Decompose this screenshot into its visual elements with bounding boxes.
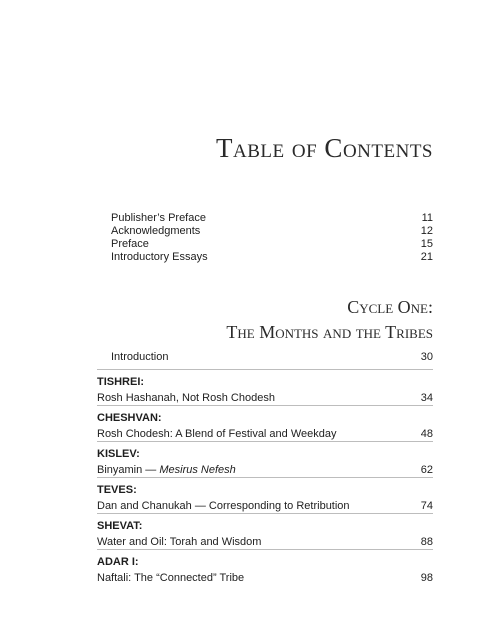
month-name: SHEVAT: — [97, 520, 143, 532]
toc-entry[interactable] — [111, 238, 433, 251]
toc-entry-title-italic: Mesirus Nefesh — [159, 464, 236, 476]
toc-entry[interactable] — [97, 464, 433, 477]
toc-entry[interactable] — [97, 428, 433, 441]
toc-entry-title-wrap — [97, 428, 337, 441]
month-name: ADAR I: — [97, 556, 139, 568]
month-section-tishrei — [97, 369, 433, 405]
toc-entry-title: Introduction — [111, 351, 169, 363]
toc-entry-title: Binyamin — — [97, 464, 160, 476]
toc-entry-title-wrap — [97, 392, 275, 405]
cycle-heading-line2: The Months and the Tribes — [226, 322, 433, 342]
toc-entry-title: Introductory Essays — [111, 251, 208, 263]
toc-entry-title: Water and Oil: Torah and Wisdom — [97, 536, 262, 548]
month-section-cheshvan — [97, 405, 433, 441]
toc-entry-title-wrap — [97, 572, 244, 585]
toc-entry-page: 98 — [420, 572, 433, 584]
toc-entry-introduction[interactable] — [111, 351, 433, 364]
toc-entry-page: 30 — [420, 351, 433, 363]
toc-entry[interactable] — [97, 392, 433, 405]
toc-entry-page: 34 — [420, 392, 433, 404]
toc-entry-page: 21 — [420, 251, 433, 263]
toc-entry-title-wrap — [97, 464, 236, 477]
toc-entry-page: 48 — [420, 428, 433, 440]
toc-entry-page: 74 — [420, 500, 433, 512]
month-section-adar-i — [97, 549, 433, 585]
toc-entry-page: 12 — [420, 225, 433, 237]
toc-entry-title-wrap — [97, 500, 350, 513]
month-name: KISLEV: — [97, 448, 140, 460]
toc-entry-page: 88 — [420, 536, 433, 548]
toc-entry[interactable] — [97, 500, 433, 513]
toc-entry[interactable] — [111, 225, 433, 238]
month-section-kislev — [97, 441, 433, 477]
month-section-teves — [97, 477, 433, 513]
toc-entry-title: Rosh Chodesh: A Blend of Festival and Weekday — [97, 428, 337, 440]
cycle-heading-line1: Cycle One: — [347, 297, 433, 317]
toc-entry[interactable] — [97, 572, 433, 585]
toc-entry-page: 11 — [421, 212, 433, 224]
toc-entry-page: 62 — [420, 464, 433, 476]
month-name: TISHREI: — [97, 376, 145, 388]
toc-entry-title: Rosh Hashanah, Not Rosh Chodesh — [97, 392, 275, 404]
month-name: CHESHVAN: — [97, 412, 162, 424]
toc-entry[interactable] — [111, 212, 433, 225]
toc-entry-title: Dan and Chanukah — Corresponding to Retribution — [97, 500, 350, 512]
months-list — [97, 369, 433, 585]
page-title: Table of Contents — [216, 133, 433, 163]
toc-entry-title: Naftali: The “Connected” Tribe — [97, 572, 245, 584]
toc-entry-title: Preface — [111, 238, 149, 250]
toc-entry-title: Acknowledgments — [111, 225, 201, 237]
month-name: TEVES: — [97, 484, 137, 496]
toc-entry-title: Publisher’s Preface — [111, 212, 206, 224]
toc-entry-page: 15 — [420, 238, 433, 250]
month-section-shevat — [97, 513, 433, 549]
toc-entry[interactable] — [111, 251, 433, 264]
toc-entry-title-wrap — [97, 536, 261, 549]
toc-entry[interactable] — [97, 536, 433, 549]
front-matter-list — [111, 212, 433, 264]
